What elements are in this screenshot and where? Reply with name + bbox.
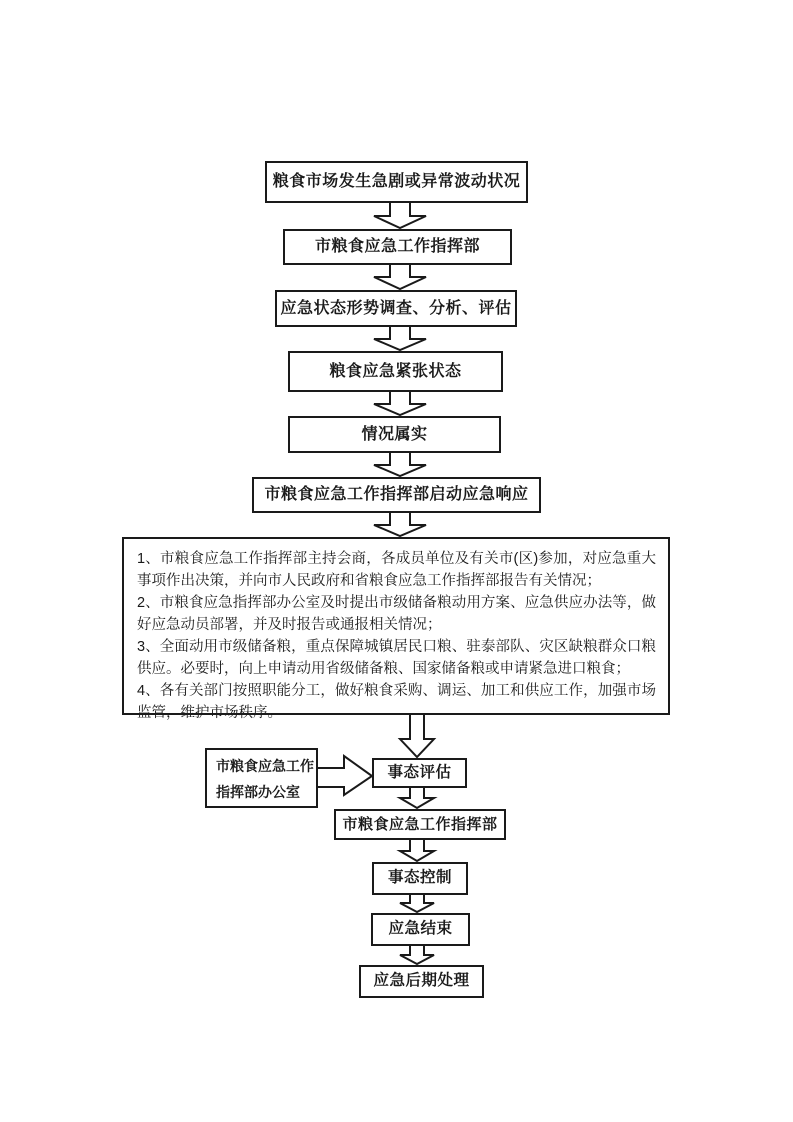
office-line-1: 市粮食应急工作 [216,758,314,774]
arrow-down-1 [373,203,427,230]
measure-item-4: 4、各有关部门按照职能分工，做好粮食采购、调运、加工和供应工作，加强市场监管，维护市场秩序。 [137,683,656,721]
measure-item-3: 3、全面动用市级储备粮，重点保障城镇居民口粮、驻泰部队、灾区缺粮群众口粮供应。必要时，向上申请动用省级储备粮、国家储备粮或申请紧急进口粮食； [137,639,656,677]
node-post-handling: 应急后期处理 [359,965,484,998]
arrow-down-8 [399,788,435,809]
arrow-down-7 [399,715,435,758]
arrow-down-11 [399,946,435,965]
measures-box [122,537,670,721]
node-activate-response: 市粮食应急工作指挥部启动应急响应 [252,477,541,513]
node-office [205,748,318,808]
arrow-down-5 [373,453,427,477]
node-emergency-end: 应急结束 [371,913,470,946]
arrow-down-9 [399,840,435,862]
node-investigation: 应急状态形势调查、分析、评估 [275,290,517,327]
node-tension-state: 粮食应急紧张状态 [288,351,503,392]
measure-item-2: 2、市粮食应急指挥部办公室及时提出市级储备粮动用方案、应急供应办法等，做好应急动员部署，并及时报告或通报相关情况； [137,595,656,633]
office-line-2: 指挥部办公室 [216,784,300,800]
node-assessment: 事态评估 [372,758,467,788]
arrow-down-6 [373,513,427,537]
node-market-fluctuation: 粮食市场发生急剧或异常波动状况 [265,161,528,203]
arrow-down-2 [373,265,427,290]
node-hq-top: 市粮食应急工作指挥部 [283,229,512,265]
arrow-down-3 [373,327,427,351]
node-situation-verified: 情况属实 [288,416,501,453]
arrow-down-10 [399,895,435,913]
measure-item-1: 1、市粮食应急工作指挥部主持会商，各成员单位及有关市(区)参加，对应急重大事项作出决策，并向市人民政府和省粮食应急工作指挥部报告有关情况； [137,551,656,589]
node-control: 事态控制 [372,862,468,895]
arrow-down-4 [373,392,427,416]
node-hq-mid: 市粮食应急工作指挥部 [334,809,506,840]
arrow-right-office [318,755,373,797]
